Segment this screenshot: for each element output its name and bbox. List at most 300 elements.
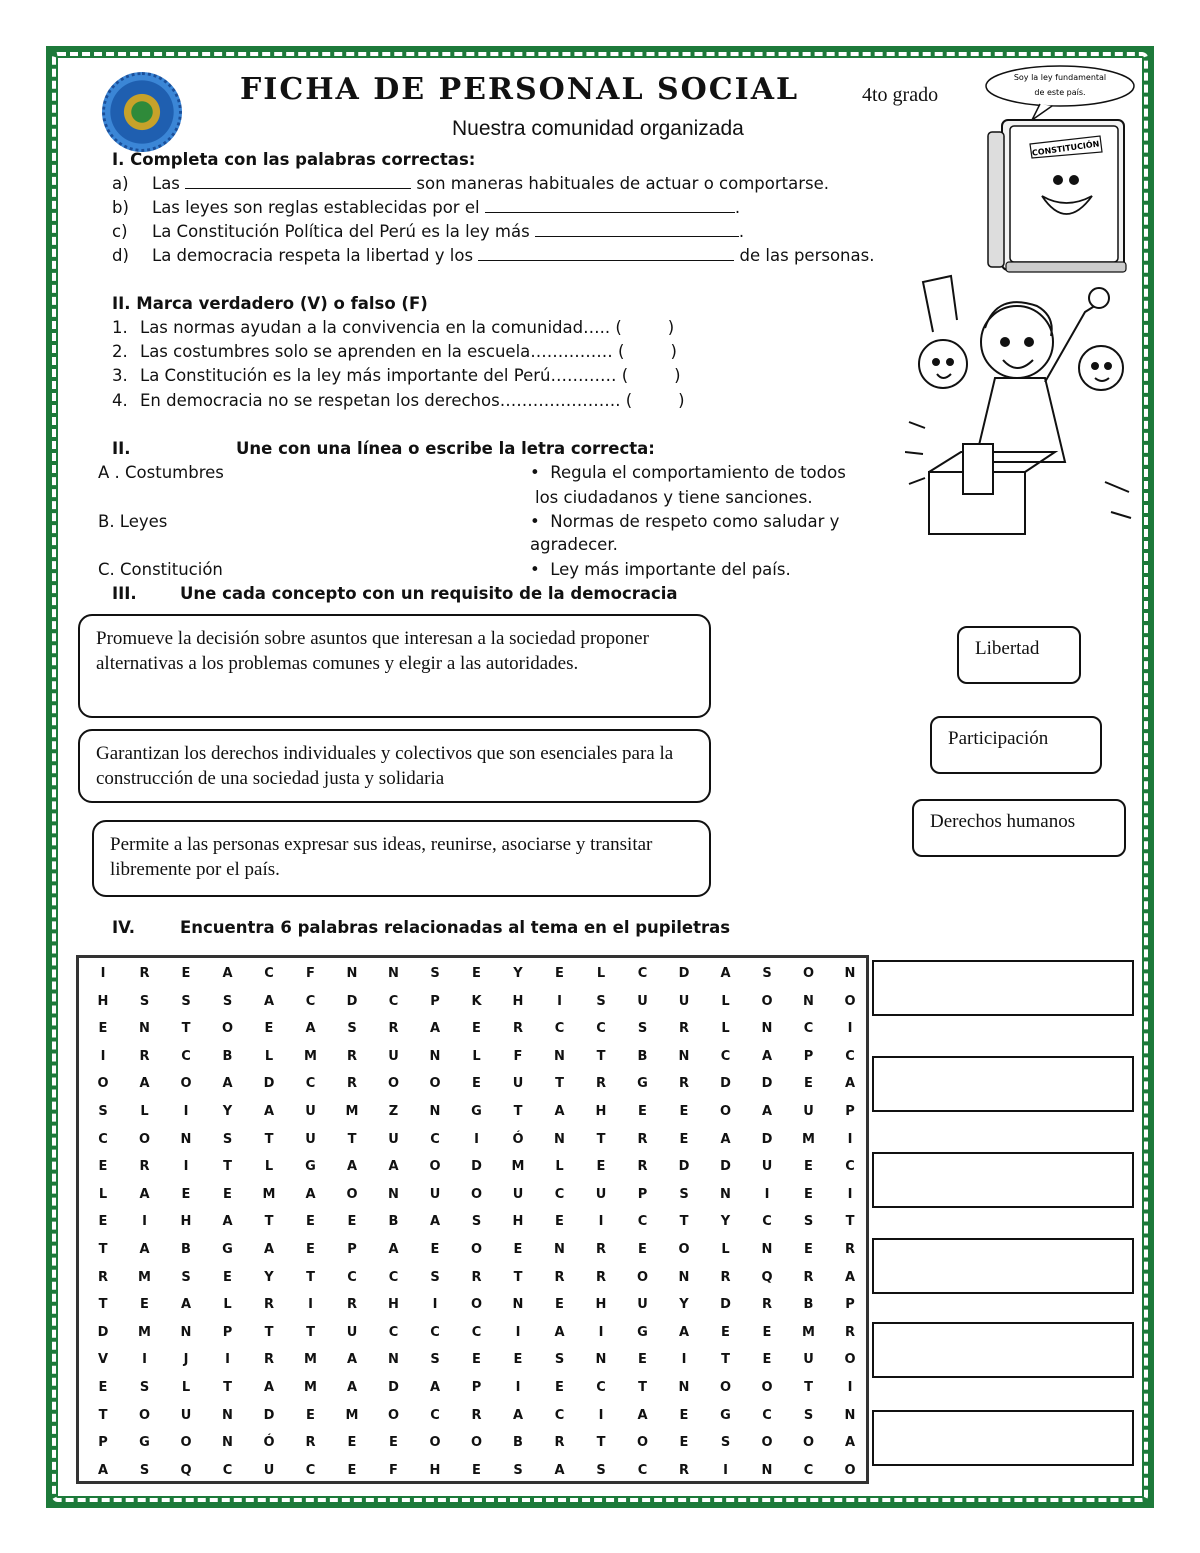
- grid-letter[interactable]: S: [762, 966, 772, 981]
- grid-letter[interactable]: I: [308, 1297, 313, 1313]
- grid-letter[interactable]: C: [762, 1214, 772, 1230]
- grid-letter[interactable]: Ó: [512, 1131, 524, 1147]
- grid-letter[interactable]: C: [347, 1269, 357, 1285]
- grid-letter[interactable]: S: [679, 1186, 689, 1202]
- grid-letter[interactable]: R: [263, 1352, 274, 1368]
- grid-letter[interactable]: R: [139, 966, 150, 981]
- grid-letter[interactable]: C: [471, 1324, 482, 1340]
- grid-letter[interactable]: Y: [222, 1104, 233, 1119]
- grid-letter[interactable]: L: [140, 1104, 149, 1119]
- grid-letter[interactable]: D: [720, 1297, 731, 1313]
- grid-letter[interactable]: N: [720, 1186, 731, 1202]
- grid-letter[interactable]: A: [388, 1242, 399, 1257]
- grid-letter[interactable]: U: [637, 1297, 648, 1313]
- grid-letter[interactable]: E: [638, 1352, 647, 1368]
- grid-letter[interactable]: S: [596, 1462, 606, 1478]
- grid-letter[interactable]: Q: [180, 1462, 192, 1478]
- answer-box-3[interactable]: [872, 1152, 1134, 1208]
- grid-letter[interactable]: A: [263, 1242, 275, 1257]
- grid-letter[interactable]: S: [637, 1021, 648, 1037]
- grid-letter[interactable]: E: [804, 1242, 813, 1257]
- grid-letter[interactable]: R: [346, 1076, 357, 1092]
- grid-letter[interactable]: E: [472, 966, 481, 981]
- grid-letter[interactable]: E: [140, 1297, 149, 1313]
- grid-letter[interactable]: U: [429, 1186, 441, 1202]
- grid-letter[interactable]: R: [263, 1297, 274, 1313]
- grid-letter[interactable]: A: [180, 1297, 192, 1313]
- grid-letter[interactable]: C: [98, 1131, 108, 1147]
- grid-letter[interactable]: M: [262, 1186, 276, 1202]
- grid-letter[interactable]: E: [679, 1435, 689, 1451]
- grid-letter[interactable]: S: [347, 1021, 357, 1037]
- grid-letter[interactable]: O: [346, 1186, 358, 1202]
- grid-letter[interactable]: A: [429, 1021, 441, 1037]
- grid-letter[interactable]: O: [387, 1076, 400, 1092]
- grid-letter[interactable]: I: [142, 1214, 147, 1230]
- grid-letter[interactable]: E: [472, 1352, 481, 1368]
- grid-letter[interactable]: S: [803, 1214, 814, 1230]
- grid-letter[interactable]: H: [595, 1297, 607, 1313]
- grid-letter[interactable]: N: [761, 1021, 773, 1037]
- grid-letter[interactable]: G: [471, 1104, 482, 1119]
- grid-letter[interactable]: E: [472, 1462, 481, 1478]
- grid-letter[interactable]: B: [181, 1242, 191, 1257]
- grid-letter[interactable]: E: [347, 1214, 357, 1230]
- grid-letter[interactable]: T: [306, 1269, 315, 1285]
- grid-letter[interactable]: Y: [264, 1269, 274, 1285]
- grid-letter[interactable]: N: [429, 1048, 441, 1064]
- grid-letter[interactable]: E: [181, 1186, 191, 1202]
- blank-c[interactable]: [535, 222, 739, 237]
- grid-letter[interactable]: I: [142, 1352, 147, 1368]
- grid-letter[interactable]: A: [139, 1242, 150, 1257]
- grid-letter[interactable]: S: [430, 1269, 440, 1285]
- grid-letter[interactable]: P: [98, 1435, 108, 1451]
- grid-letter[interactable]: E: [596, 1159, 606, 1175]
- grid-letter[interactable]: C: [596, 1021, 606, 1037]
- answer-box-5[interactable]: [872, 1322, 1134, 1378]
- grid-letter[interactable]: I: [515, 1324, 521, 1340]
- grid-letter[interactable]: E: [555, 1297, 564, 1313]
- grid-letter[interactable]: E: [555, 1380, 564, 1395]
- grid-letter[interactable]: A: [305, 1186, 316, 1202]
- grid-letter[interactable]: R: [139, 1159, 150, 1175]
- grid-letter[interactable]: E: [264, 1021, 274, 1037]
- grid-letter[interactable]: O: [719, 1380, 732, 1395]
- grid-letter[interactable]: O: [636, 1435, 649, 1451]
- grid-letter[interactable]: T: [555, 1076, 564, 1092]
- grid-letter[interactable]: E: [98, 1380, 108, 1395]
- grid-letter[interactable]: H: [180, 1214, 192, 1230]
- grid-letter[interactable]: U: [263, 1462, 275, 1478]
- grid-letter[interactable]: M: [345, 1407, 359, 1423]
- grid-letter[interactable]: U: [595, 1186, 607, 1202]
- grid-letter[interactable]: H: [512, 993, 524, 1009]
- grid-letter[interactable]: M: [138, 1269, 151, 1285]
- grid-letter[interactable]: T: [223, 1380, 232, 1395]
- grid-letter[interactable]: E: [306, 1242, 315, 1257]
- grid-letter[interactable]: L: [472, 1048, 481, 1064]
- grid-letter[interactable]: R: [720, 1269, 731, 1285]
- grid-letter[interactable]: E: [347, 1462, 357, 1478]
- grid-letter[interactable]: E: [679, 1104, 689, 1119]
- grid-letter[interactable]: A: [554, 1462, 565, 1478]
- grid-letter[interactable]: N: [554, 1048, 565, 1064]
- grid-letter[interactable]: A: [97, 1462, 109, 1478]
- grid-letter[interactable]: I: [100, 966, 106, 981]
- grid-letter[interactable]: O: [844, 1462, 856, 1478]
- grid-letter[interactable]: A: [761, 1048, 773, 1064]
- grid-letter[interactable]: I: [598, 1214, 604, 1230]
- grid-letter[interactable]: R: [595, 1076, 606, 1092]
- grid-letter[interactable]: P: [430, 993, 440, 1009]
- grid-letter[interactable]: U: [388, 1131, 399, 1147]
- grid-letter[interactable]: L: [721, 993, 730, 1009]
- grid-letter[interactable]: T: [98, 1297, 108, 1313]
- grid-letter[interactable]: I: [847, 1131, 853, 1147]
- grid-letter[interactable]: O: [470, 1435, 483, 1451]
- grid-letter[interactable]: S: [554, 1352, 565, 1368]
- grid-letter[interactable]: O: [470, 1297, 483, 1313]
- grid-letter[interactable]: M: [138, 1324, 151, 1340]
- grid-letter[interactable]: O: [387, 1407, 400, 1423]
- grid-letter[interactable]: C: [305, 1076, 316, 1092]
- word-search-grid[interactable]: [76, 955, 869, 1484]
- grid-letter[interactable]: T: [98, 1407, 108, 1423]
- grid-letter[interactable]: N: [761, 1242, 773, 1257]
- grid-letter[interactable]: R: [305, 1435, 316, 1451]
- grid-letter[interactable]: C: [305, 993, 316, 1009]
- grid-letter[interactable]: I: [183, 1159, 189, 1175]
- grid-letter[interactable]: E: [679, 1131, 689, 1147]
- grid-letter[interactable]: U: [512, 1186, 524, 1202]
- grid-letter[interactable]: N: [595, 1352, 607, 1368]
- grid-letter[interactable]: C: [596, 1380, 606, 1395]
- grid-letter[interactable]: A: [554, 1324, 565, 1340]
- grid-letter[interactable]: I: [100, 1048, 106, 1064]
- grid-letter[interactable]: O: [138, 1407, 151, 1423]
- grid-letter[interactable]: L: [555, 1159, 564, 1175]
- grid-letter[interactable]: A: [222, 1076, 233, 1092]
- grid-letter[interactable]: M: [345, 1104, 359, 1119]
- grid-letter[interactable]: M: [304, 1352, 317, 1368]
- grid-letter[interactable]: E: [98, 1214, 108, 1230]
- grid-letter[interactable]: A: [637, 1407, 648, 1423]
- grid-letter[interactable]: G: [637, 1324, 648, 1340]
- grid-letter[interactable]: I: [515, 1380, 521, 1395]
- grid-letter[interactable]: R: [678, 1076, 689, 1092]
- grid-letter[interactable]: N: [222, 1435, 233, 1451]
- grid-letter[interactable]: I: [557, 993, 562, 1009]
- grid-letter[interactable]: R: [678, 1462, 689, 1478]
- grid-letter[interactable]: C: [264, 966, 274, 981]
- grid-letter[interactable]: T: [223, 1159, 232, 1175]
- grid-letter[interactable]: A: [678, 1324, 690, 1340]
- grid-letter[interactable]: E: [804, 1186, 813, 1202]
- grid-letter[interactable]: U: [346, 1324, 358, 1340]
- grid-letter[interactable]: E: [638, 1104, 647, 1119]
- grid-letter[interactable]: A: [844, 1269, 856, 1285]
- grid-letter[interactable]: C: [554, 1407, 565, 1423]
- grid-letter[interactable]: G: [720, 1407, 731, 1423]
- grid-letter[interactable]: U: [388, 1048, 399, 1064]
- grid-letter[interactable]: B: [513, 1435, 523, 1451]
- grid-letter[interactable]: M: [304, 1048, 317, 1064]
- grid-letter[interactable]: Y: [720, 1214, 731, 1230]
- grid-letter[interactable]: E: [513, 1352, 523, 1368]
- grid-letter[interactable]: R: [678, 1021, 689, 1037]
- grid-letter[interactable]: Q: [761, 1269, 773, 1285]
- grid-letter[interactable]: I: [183, 1104, 189, 1119]
- grid-letter[interactable]: D: [346, 993, 358, 1009]
- grid-letter[interactable]: N: [388, 1186, 399, 1202]
- grid-letter[interactable]: S: [181, 1269, 191, 1285]
- grid-letter[interactable]: T: [264, 1131, 274, 1147]
- grid-letter[interactable]: D: [263, 1076, 275, 1092]
- grid-letter[interactable]: Y: [679, 1297, 689, 1313]
- grid-letter[interactable]: A: [429, 1214, 441, 1230]
- grid-letter[interactable]: J: [183, 1352, 189, 1368]
- blank-d[interactable]: [478, 246, 734, 261]
- grid-letter[interactable]: R: [512, 1021, 523, 1037]
- grid-letter[interactable]: U: [180, 1407, 192, 1423]
- grid-letter[interactable]: I: [474, 1131, 479, 1147]
- grid-letter[interactable]: U: [305, 1104, 316, 1119]
- grid-letter[interactable]: D: [263, 1407, 275, 1423]
- grid-letter[interactable]: A: [844, 1076, 856, 1092]
- grid-letter[interactable]: I: [598, 1324, 604, 1340]
- grid-letter[interactable]: N: [388, 966, 399, 981]
- grid-letter[interactable]: N: [678, 1380, 690, 1395]
- grid-letter[interactable]: A: [512, 1407, 524, 1423]
- grid-letter[interactable]: H: [429, 1462, 441, 1478]
- grid-letter[interactable]: G: [637, 1076, 648, 1092]
- grid-letter[interactable]: E: [721, 1324, 730, 1340]
- grid-letter[interactable]: N: [554, 1131, 565, 1147]
- grid-letter[interactable]: U: [678, 993, 690, 1009]
- grid-letter[interactable]: C: [803, 1462, 814, 1478]
- grid-letter[interactable]: H: [97, 993, 109, 1009]
- grid-letter[interactable]: S: [222, 993, 233, 1009]
- answer-box-4[interactable]: [872, 1238, 1134, 1294]
- grid-letter[interactable]: M: [304, 1380, 317, 1395]
- grid-letter[interactable]: U: [637, 993, 648, 1009]
- grid-letter[interactable]: R: [471, 1407, 482, 1423]
- grid-letter[interactable]: N: [139, 1021, 150, 1037]
- grid-letter[interactable]: P: [637, 1186, 648, 1202]
- grid-letter[interactable]: C: [762, 1407, 772, 1423]
- grid-letter[interactable]: E: [389, 1435, 398, 1451]
- grid-letter[interactable]: L: [596, 966, 606, 981]
- grid-letter[interactable]: R: [388, 1021, 399, 1037]
- grid-letter[interactable]: A: [263, 1104, 275, 1119]
- grid-letter[interactable]: T: [513, 1269, 523, 1285]
- grid-letter[interactable]: F: [306, 966, 315, 981]
- grid-letter[interactable]: C: [554, 1021, 565, 1037]
- grid-letter[interactable]: Y: [513, 966, 523, 981]
- grid-letter[interactable]: C: [637, 1462, 648, 1478]
- grid-letter[interactable]: C: [222, 1462, 233, 1478]
- grid-letter[interactable]: C: [388, 1269, 399, 1285]
- grid-letter[interactable]: H: [595, 1104, 607, 1119]
- grid-letter[interactable]: E: [472, 1076, 481, 1092]
- grid-letter[interactable]: S: [430, 1352, 440, 1368]
- grid-letter[interactable]: R: [554, 1435, 565, 1451]
- grid-letter[interactable]: N: [678, 1269, 690, 1285]
- grid-letter[interactable]: A: [429, 1380, 441, 1395]
- grid-letter[interactable]: B: [222, 1048, 233, 1064]
- grid-letter[interactable]: I: [681, 1352, 687, 1368]
- grid-letter[interactable]: A: [263, 1380, 275, 1395]
- grid-letter[interactable]: O: [429, 1159, 441, 1175]
- grid-letter[interactable]: S: [139, 1462, 150, 1478]
- grid-letter[interactable]: A: [844, 1435, 856, 1451]
- concept-participacion[interactable]: Participación: [930, 716, 1102, 774]
- grid-letter[interactable]: E: [98, 1021, 108, 1037]
- grid-letter[interactable]: T: [596, 1048, 606, 1064]
- grid-letter[interactable]: A: [346, 1159, 358, 1175]
- grid-letter[interactable]: N: [180, 1131, 192, 1147]
- grid-letter[interactable]: M: [802, 1324, 815, 1340]
- grid-letter[interactable]: L: [98, 1186, 108, 1202]
- grid-letter[interactable]: E: [181, 966, 191, 981]
- grid-letter[interactable]: T: [513, 1104, 523, 1119]
- grid-letter[interactable]: T: [264, 1214, 274, 1230]
- grid-letter[interactable]: S: [596, 993, 606, 1009]
- grid-letter[interactable]: D: [678, 966, 690, 981]
- grid-letter[interactable]: N: [180, 1324, 192, 1340]
- grid-letter[interactable]: S: [98, 1104, 108, 1119]
- grid-letter[interactable]: Z: [388, 1104, 399, 1119]
- grid-letter[interactable]: R: [595, 1269, 606, 1285]
- grid-letter[interactable]: N: [803, 993, 814, 1009]
- grid-letter[interactable]: I: [225, 1352, 230, 1368]
- grid-letter[interactable]: D: [720, 1159, 731, 1175]
- grid-letter[interactable]: D: [388, 1380, 399, 1395]
- grid-letter[interactable]: T: [679, 1214, 689, 1230]
- grid-letter[interactable]: C: [720, 1048, 731, 1064]
- grid-letter[interactable]: D: [761, 1076, 773, 1092]
- grid-letter[interactable]: I: [764, 1186, 770, 1202]
- grid-letter[interactable]: D: [97, 1324, 109, 1340]
- grid-letter[interactable]: E: [472, 1021, 481, 1037]
- grid-letter[interactable]: C: [388, 1324, 399, 1340]
- grid-letter[interactable]: B: [803, 1297, 814, 1313]
- grid-letter[interactable]: C: [637, 1214, 648, 1230]
- grid-letter[interactable]: C: [803, 1021, 814, 1037]
- grid-letter[interactable]: V: [97, 1352, 109, 1368]
- grid-letter[interactable]: O: [470, 1186, 483, 1202]
- grid-letter[interactable]: T: [721, 1352, 730, 1368]
- grid-letter[interactable]: A: [720, 1131, 731, 1147]
- grid-letter[interactable]: S: [803, 1407, 814, 1423]
- concept-derechos-humanos[interactable]: Derechos humanos: [912, 799, 1126, 857]
- grid-letter[interactable]: A: [139, 1076, 150, 1092]
- grid-letter[interactable]: B: [637, 1048, 648, 1064]
- grid-letter[interactable]: A: [388, 1159, 399, 1175]
- grid-letter[interactable]: F: [513, 1048, 523, 1064]
- grid-letter[interactable]: Ó: [263, 1435, 275, 1451]
- grid-letter[interactable]: O: [470, 1242, 483, 1257]
- grid-letter[interactable]: O: [429, 1076, 441, 1092]
- grid-letter[interactable]: K: [471, 993, 482, 1009]
- grid-letter[interactable]: R: [97, 1269, 108, 1285]
- grid-letter[interactable]: R: [595, 1242, 606, 1257]
- grid-letter[interactable]: N: [844, 966, 856, 981]
- grid-letter[interactable]: P: [845, 1297, 855, 1313]
- grid-letter[interactable]: O: [180, 1435, 192, 1451]
- grid-letter[interactable]: O: [719, 1104, 732, 1119]
- grid-letter[interactable]: O: [761, 993, 773, 1009]
- grid-letter[interactable]: C: [845, 1159, 855, 1175]
- concept-libertad[interactable]: Libertad: [957, 626, 1081, 684]
- grid-letter[interactable]: G: [139, 1435, 150, 1451]
- grid-letter[interactable]: R: [471, 1269, 482, 1285]
- grid-letter[interactable]: O: [761, 1380, 773, 1395]
- grid-letter[interactable]: E: [223, 1269, 232, 1285]
- grid-letter[interactable]: E: [638, 1242, 647, 1257]
- grid-letter[interactable]: C: [845, 1048, 855, 1064]
- grid-letter[interactable]: L: [264, 1048, 274, 1064]
- grid-letter[interactable]: I: [598, 1407, 604, 1423]
- grid-letter[interactable]: C: [388, 993, 399, 1009]
- grid-letter[interactable]: R: [346, 1297, 357, 1313]
- grid-letter[interactable]: G: [222, 1242, 233, 1257]
- grid-letter[interactable]: A: [346, 1352, 358, 1368]
- grid-letter[interactable]: T: [98, 1242, 108, 1257]
- grid-letter[interactable]: E: [98, 1159, 108, 1175]
- grid-letter[interactable]: I: [723, 1462, 728, 1478]
- grid-letter[interactable]: B: [388, 1214, 399, 1230]
- grid-letter[interactable]: E: [430, 1242, 440, 1257]
- blank-a[interactable]: [185, 174, 411, 189]
- grid-letter[interactable]: L: [264, 1159, 274, 1175]
- grid-letter[interactable]: E: [804, 1076, 813, 1092]
- grid-letter[interactable]: T: [638, 1380, 647, 1395]
- grid-letter[interactable]: E: [513, 1242, 523, 1257]
- grid-letter[interactable]: A: [305, 1021, 316, 1037]
- grid-letter[interactable]: O: [97, 1076, 109, 1092]
- grid-letter[interactable]: E: [679, 1407, 689, 1423]
- grid-letter[interactable]: S: [139, 1380, 150, 1395]
- grid-letter[interactable]: N: [346, 966, 358, 981]
- grid-letter[interactable]: A: [720, 966, 731, 981]
- grid-letter[interactable]: U: [761, 1159, 773, 1175]
- grid-letter[interactable]: N: [512, 1297, 524, 1313]
- grid-letter[interactable]: R: [844, 1242, 855, 1257]
- grid-letter[interactable]: D: [720, 1076, 731, 1092]
- grid-letter[interactable]: N: [222, 1407, 233, 1423]
- grid-letter[interactable]: N: [761, 1462, 773, 1478]
- grid-letter[interactable]: E: [762, 1352, 772, 1368]
- grid-letter[interactable]: L: [721, 1242, 730, 1257]
- grid-letter[interactable]: A: [554, 1104, 565, 1119]
- grid-letter[interactable]: U: [512, 1076, 524, 1092]
- grid-letter[interactable]: M: [511, 1159, 525, 1175]
- grid-letter[interactable]: N: [554, 1242, 565, 1257]
- grid-letter[interactable]: S: [720, 1435, 731, 1451]
- grid-letter[interactable]: T: [347, 1131, 357, 1147]
- blank-b[interactable]: [485, 198, 735, 213]
- grid-letter[interactable]: P: [471, 1380, 482, 1395]
- grid-letter[interactable]: M: [802, 1131, 815, 1147]
- grid-letter[interactable]: E: [555, 966, 564, 981]
- grid-letter[interactable]: U: [803, 1352, 814, 1368]
- grid-letter[interactable]: U: [305, 1131, 316, 1147]
- grid-letter[interactable]: R: [139, 1048, 150, 1064]
- grid-letter[interactable]: T: [181, 1021, 191, 1037]
- answer-box-1[interactable]: [872, 960, 1134, 1016]
